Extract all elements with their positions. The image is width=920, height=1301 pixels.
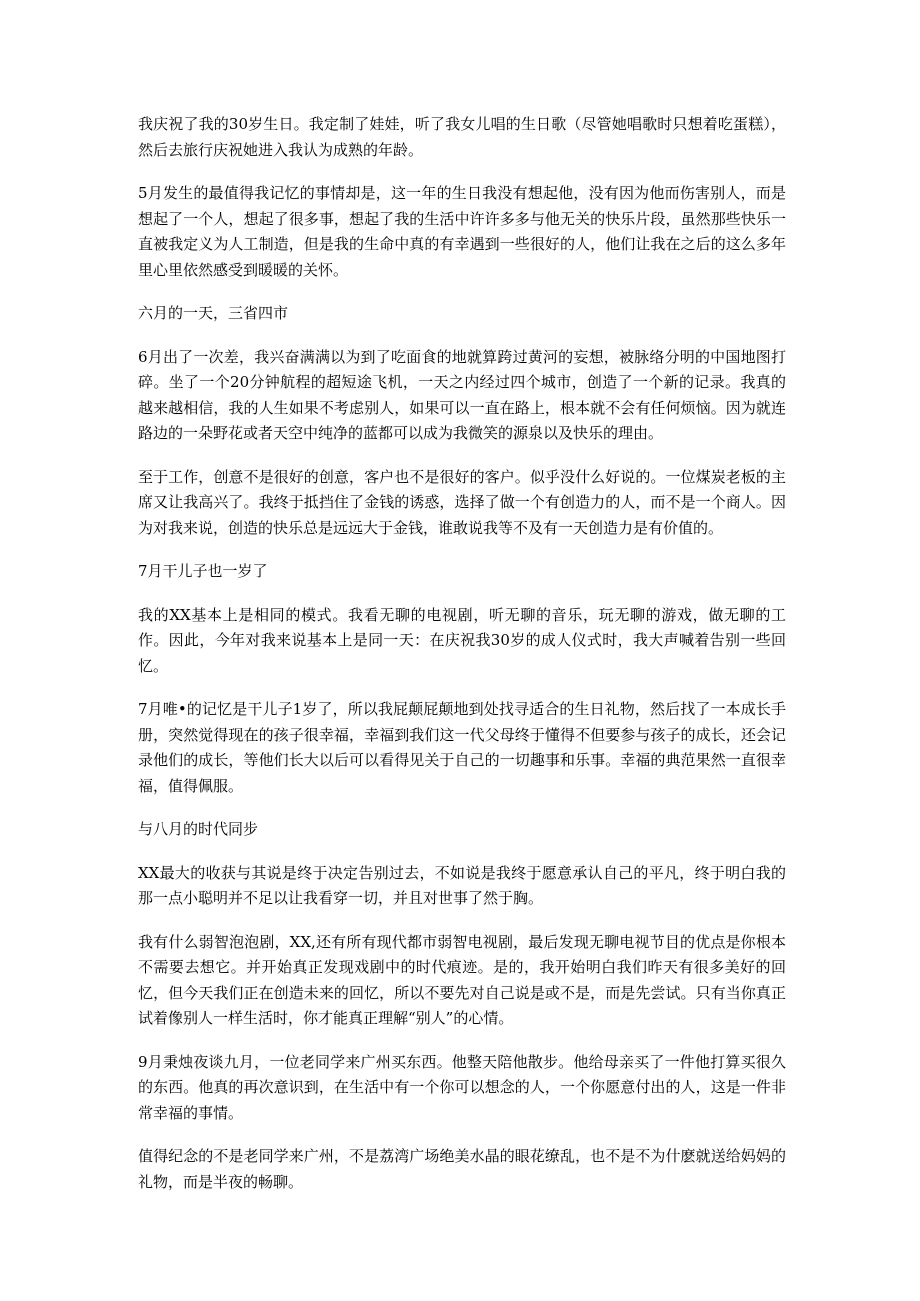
paragraph: 6月出了一次差，我兴奋满满以为到了吃面食的地就算跨过黄河的妄想，被脉络分明的中国地图打碎。坐了一个20分钟航程的超短途飞机，一天之内经过四个城市，创造了一个新的记录。我真的越来越相信，我的人生如果不考虑别人，如果可以一直在路上，根本就不会有任何烦恼。因为就连路边的一朵野花或者天空中纯净的蓝都可以成为我微笑的源泉以及快乐的理由。 (138, 347, 786, 442)
section-heading: 与八月的时代同步 (138, 820, 259, 838)
paragraph: 我有什么弱智泡泡剧，XX,还有所有现代都市弱智电视剧，最后发现无聊电视节目的优点是你根本不需要去想它。并开始真正发现戏剧中的时代痕迹。是的，我开始明白我们昨天有很多美好的回忆，但今天我们正在创造未来的回忆，所以不要先对自己说是或不是，而是先尝试。只有当你真正试着像别人一样生活时，你才能真正理解“别人”的心情。 (138, 932, 786, 1027)
paragraph: 5月发生的最值得我记忆的事情却是，这一年的生日我没有想起他，没有因为他而伤害别人，而是想起了一个人，想起了很多事，想起了我的生活中许许多多与他无关的快乐片段，虽然那些快乐一直被我定义为人工制造，但是我的生命中真的有幸遇到一些很好的人，他们让我在之后的这么多年里心里依然感受到暖暖的关怀。 (138, 184, 786, 279)
document-body (138, 112, 786, 1213)
paragraph: 我庆祝了我的30岁生日。我定制了娃娃，听了我女儿唱的生日歌（尽管她唱歌时只想着吃蛋糕），然后去旅行庆祝她进入我认为成熟的年龄。 (138, 115, 786, 159)
paragraph: 7月唯•的记忆是干儿子1岁了，所以我屁颠屁颠地到处找寻适合的生日礼物，然后找了一本成长手册，突然觉得现在的孩子很幸福，幸福到我们这一代父母终于懂得不但要参与孩子的成长，还会记录他们的成长，等他们长大以后可以看得见关于自己的一切趣事和乐事。幸福的典范果然一直很幸福，值得佩服。 (138, 700, 786, 795)
paragraph: 我的XX基本上是相同的模式。我看无聊的电视剧，听无聊的音乐，玩无聊的游戏，做无聊的工作。因此，今年对我来说基本上是同一天：在庆祝我30岁的成人仪式时，我大声喊着告别一些回忆。 (138, 605, 786, 675)
paragraph: 9月秉烛夜谈九月，一位老同学来广州买东西。他整天陪他散步。他给母亲买了一件他打算买很久的东西。他真的再次意识到，在生活中有一个你可以想念的人，一个你愿意付出的人，这是一件非常幸福的事情。 (138, 1052, 786, 1122)
paragraph: 值得纪念的不是老同学来广州，不是荔湾广场绝美水晶的眼花缭乱，也不是不为什麽就送给妈妈的礼物，而是半夜的畅聊。 (138, 1147, 786, 1191)
paragraph: 至于工作，创意不是很好的创意，客户也不是很好的客户。似乎没什么好说的。一位煤炭老板的主席又让我高兴了。我终于抵挡住了金钱的诱惑，选择了做一个有创造力的人，而不是一个商人。因为对我来说，创造的快乐总是远远大于金钱，谁敢说我等不及有一天创造力是有价值的。 (138, 467, 786, 537)
section-heading: 7月干儿子也一岁了 (138, 562, 268, 580)
paragraph: XX最大的收获与其说是终于决定告别过去，不如说是我终于愿意承认自己的平凡，终于明白我的那一点小聪明并不足以让我看穿一切，并且对世事了然于胸。 (138, 863, 786, 907)
section-heading: 六月的一天，三省四市 (138, 304, 289, 322)
